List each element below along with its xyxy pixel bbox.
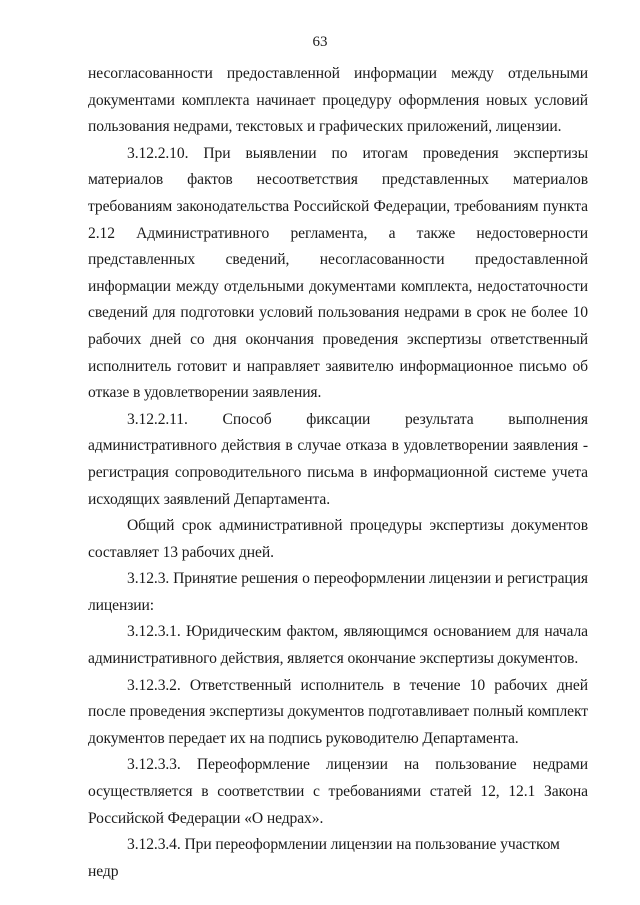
document-body (88, 61, 588, 885)
paragraph-3-12-3-2: 3.12.3.2. Ответственный исполнитель в течение 10 рабочих дней после проведения экспертизы документов подготавливает полный комплект документов передает их на подпись руководителю Департамента. (88, 676, 588, 747)
paragraph-total-term: Общий срок административной процедуры экспертизы документов составляет 13 рабочих дней. (88, 517, 588, 561)
paragraph-3-12-3-1: 3.12.3.1. Юридическим фактом, являющимся основанием для начала административного действия, является окончание экспертизы документов. (88, 623, 588, 668)
paragraph-3-12-3-4: 3.12.3.4. При переоформлении лицензии на пользование участком недр (88, 836, 560, 880)
paragraph-3-12-3-3: 3.12.3.3. Переоформление лицензии на пользование недрами осуществляется в соответствии с требованиями статей 12, 12.1 Закона Российской Федерации «О недрах». (88, 756, 588, 827)
paragraph-3-12-3: 3.12.3. Принятие решения о переоформлении лицензии и регистрация лицензии: (88, 570, 588, 614)
paragraph-continuation: несогласованности предоставленной информации между отдельными документами комплекта начинает процедуру оформления новых условий пользования недрами, текстовых и графических приложений, лицензии. (88, 65, 588, 136)
paragraph-3-12-2-10: 3.12.2.10. При выявлении по итогам проведения экспертизы материалов фактов несоответствия представленных материалов требованиям законодательства Российской Федерации, требованиям пункта 2.12 Административного регламента, а также недостоверности представленных сведений, несогласованности предоставленной информации между отдельными документами комплекта, недостаточности сведений для подготовки условий пользования недрами в срок не более 10 рабочих дней со дня окончания проведения экспертизы ответственный исполнитель готовит и направляет заявителю информационное письмо об отказе в удовлетворении заявления. (88, 144, 588, 402)
page-number: 63 (312, 34, 328, 50)
paragraph-3-12-2-11: 3.12.2.11. Способ фиксации результата выполнения административного действия в случае отказа в удовлетворении заявления - регистрация сопроводительного письма в информационной системе учета исходящих заявлений Департамента. (88, 410, 588, 508)
